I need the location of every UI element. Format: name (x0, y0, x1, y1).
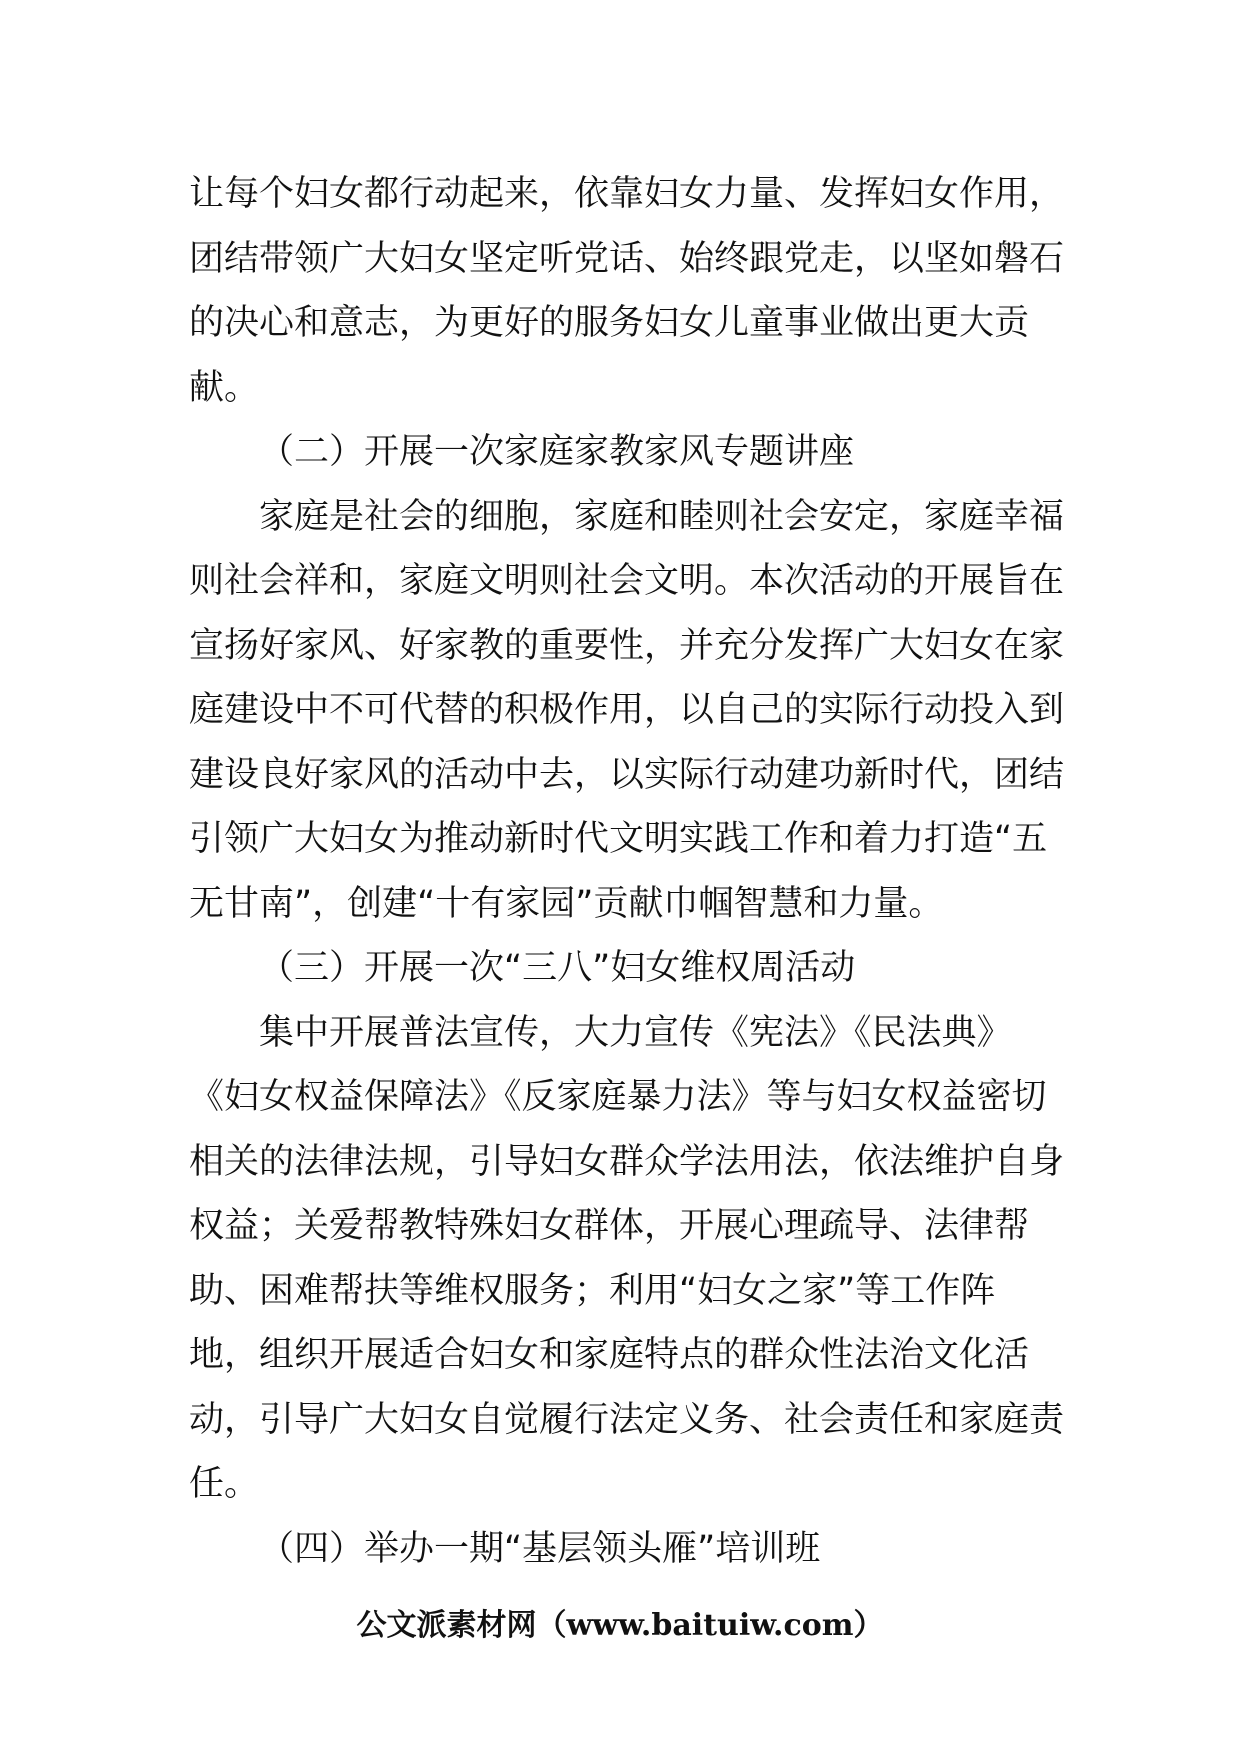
text-line: 集中开展普法宣传，大力宣传《宪法》《民法典》 (259, 1012, 1012, 1053)
text-line: 助、困难帮扶等维权服务；利用“妇女之家”等工作阵 (189, 1270, 996, 1311)
text-line: 宣扬好家风、好家教的重要性，并充分发挥广大妇女在家 (189, 625, 1065, 666)
text-line: 权益；关爱帮教特殊妇女群体，开展心理疏导、法律帮 (189, 1206, 1030, 1246)
text-line: 的决心和意志，为更好的服务妇女儿童事业做出更大贡 (189, 303, 1030, 343)
text-line: 让每个妇女都行动起来，依靠妇女力量、发挥妇女作用， (189, 174, 1065, 214)
document-body (189, 162, 1065, 1581)
text-line: （二）开展一次家庭家教家风专题讲座 (259, 432, 855, 472)
text-line: 献。 (189, 367, 260, 408)
text-line: （四）举办一期“基层领头雁”培训班 (259, 1528, 821, 1569)
footer-watermark: 公文派素材网（www.baituiw.com） (356, 1608, 884, 1643)
text-line: 建设良好家风的活动中去，以实际行动建功新时代，团结 (189, 754, 1065, 795)
text-line: 动，引导广大妇女自觉履行法定义务、社会责任和家庭责 (189, 1399, 1065, 1440)
text-line: 引领广大妇女为推动新时代文明实践工作和着力打造“五 (189, 819, 1048, 859)
text-line: 地，组织开展适合妇女和家庭特点的群众性法治文化活 (189, 1335, 1030, 1375)
text-line: 则社会祥和，家庭文明则社会文明。本次活动的开展旨在 (189, 561, 1065, 601)
text-line: 无甘南”，创建“十有家园”贡献巾帼智慧和力量。 (189, 883, 944, 924)
text-line: 任。 (189, 1464, 260, 1504)
text-line: 相关的法律法规，引导妇女群众学法用法，依法维护自身 (189, 1141, 1065, 1182)
text-line: （三）开展一次“三八”妇女维权周活动 (259, 948, 856, 988)
text-line: 团结带领广大妇女坚定听党话、始终跟党走，以坚如磐石 (189, 238, 1065, 279)
text-line: 《妇女权益保障法》《反家庭暴力法》等与妇女权益密切 (189, 1077, 1047, 1117)
text-line: 家庭是社会的细胞，家庭和睦则社会安定，家庭幸福 (259, 496, 1065, 537)
text-line: 庭建设中不可代替的积极作用，以自己的实际行动投入到 (189, 690, 1065, 730)
